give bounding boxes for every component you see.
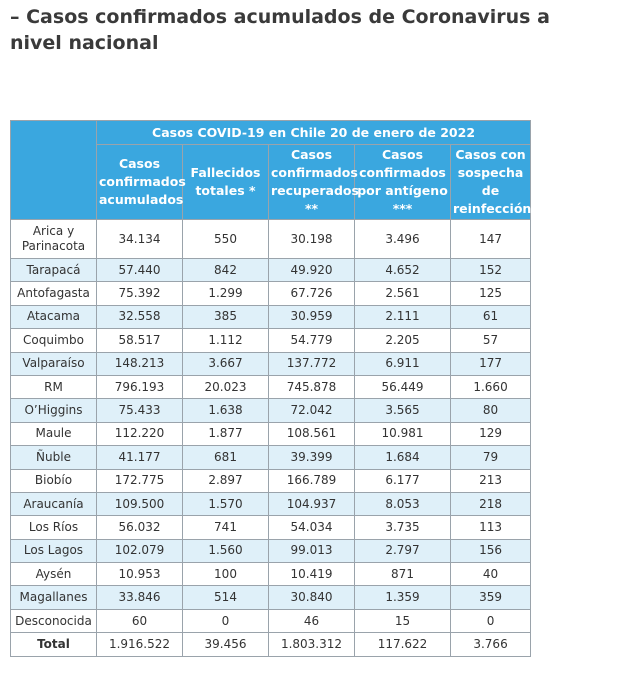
table-cell: 33.846: [97, 586, 183, 609]
table-cell: 3.496: [355, 220, 451, 259]
table-row: [11, 516, 531, 539]
table-cell: 1.112: [183, 329, 269, 352]
table-cell: 67.726: [269, 282, 355, 305]
table-cell: 550: [183, 220, 269, 259]
table-cell: 104.937: [269, 492, 355, 515]
table-cell: 46: [269, 609, 355, 632]
table-cell: 20.023: [183, 375, 269, 398]
table-row: [11, 539, 531, 562]
table-cell: 213: [451, 469, 531, 492]
table-row: [11, 609, 531, 632]
table-cell: 4.652: [355, 259, 451, 282]
table-row: [11, 259, 531, 282]
region-cell: Antofagasta: [11, 282, 97, 305]
table-cell: 842: [183, 259, 269, 282]
page-title: – Casos confirmados acumulados de Coronavirus a nivel nacional: [10, 6, 550, 54]
table-cell: 100: [183, 563, 269, 586]
table-cell: 40: [451, 563, 531, 586]
total-cell: 1.803.312: [269, 633, 355, 656]
table-cell: 56.449: [355, 375, 451, 398]
table-cell: 15: [355, 609, 451, 632]
table-cell: 99.013: [269, 539, 355, 562]
table-cell: 172.775: [97, 469, 183, 492]
table-cell: 6.177: [355, 469, 451, 492]
total-cell: 1.916.522: [97, 633, 183, 656]
table-cell: 75.433: [97, 399, 183, 422]
table-cell: 147: [451, 220, 531, 259]
table-cell: 80: [451, 399, 531, 422]
table-cell: 30.959: [269, 305, 355, 328]
column-header: Casos confirmados recuperados **: [269, 145, 355, 220]
table-cell: 3.667: [183, 352, 269, 375]
region-cell: Maule: [11, 422, 97, 445]
table-cell: 1.684: [355, 446, 451, 469]
table-cell: 166.789: [269, 469, 355, 492]
table-cell: 30.840: [269, 586, 355, 609]
region-cell: Desconocida: [11, 609, 97, 632]
table-cell: 681: [183, 446, 269, 469]
table-cell: 0: [183, 609, 269, 632]
table-cell: 109.500: [97, 492, 183, 515]
table-cell: 0: [451, 609, 531, 632]
table-row: [11, 399, 531, 422]
table-row: [11, 352, 531, 375]
region-cell: Arica y Parinacota: [11, 220, 97, 259]
table-cell: 2.797: [355, 539, 451, 562]
table-cell: 8.053: [355, 492, 451, 515]
table-cell: 10.981: [355, 422, 451, 445]
table-cell: 148.213: [97, 352, 183, 375]
table-cell: 60: [97, 609, 183, 632]
table-cell: 49.920: [269, 259, 355, 282]
total-cell: 117.622: [355, 633, 451, 656]
table-cell: 1.359: [355, 586, 451, 609]
region-cell: Coquimbo: [11, 329, 97, 352]
region-cell: RM: [11, 375, 97, 398]
table-row: [11, 422, 531, 445]
table-cell: 796.193: [97, 375, 183, 398]
table-cell: 2.897: [183, 469, 269, 492]
table-cell: 56.032: [97, 516, 183, 539]
region-cell: Los Ríos: [11, 516, 97, 539]
table-cell: 32.558: [97, 305, 183, 328]
table-cell: 10.419: [269, 563, 355, 586]
table-cell: 359: [451, 586, 531, 609]
table-cell: 1.570: [183, 492, 269, 515]
total-cell: 3.766: [451, 633, 531, 656]
table-cell: 3.565: [355, 399, 451, 422]
table-row: [11, 563, 531, 586]
table-cell: 218: [451, 492, 531, 515]
region-cell: Araucanía: [11, 492, 97, 515]
table-cell: 102.079: [97, 539, 183, 562]
table-cell: 57: [451, 329, 531, 352]
table-cell: 30.198: [269, 220, 355, 259]
table-cell: 39.399: [269, 446, 355, 469]
region-cell: Los Lagos: [11, 539, 97, 562]
table-cell: 129: [451, 422, 531, 445]
table-caption: Casos COVID-19 en Chile 20 de enero de 2022: [97, 121, 531, 145]
table-row: [11, 282, 531, 305]
total-row: [11, 633, 531, 656]
region-cell: Ñuble: [11, 446, 97, 469]
column-header: Casos con sospecha de reinfección: [451, 145, 531, 220]
table-row: [11, 220, 531, 259]
table-row: [11, 375, 531, 398]
table-cell: 177: [451, 352, 531, 375]
table-cell: 125: [451, 282, 531, 305]
region-cell: Biobío: [11, 469, 97, 492]
region-cell: Valparaíso: [11, 352, 97, 375]
column-header: Casos confirmados acumulados: [97, 145, 183, 220]
table-cell: 741: [183, 516, 269, 539]
table-cell: 41.177: [97, 446, 183, 469]
column-header: Casos confirmados por antígeno ***: [355, 145, 451, 220]
table-row: [11, 305, 531, 328]
table-cell: 1.560: [183, 539, 269, 562]
table-cell: 2.205: [355, 329, 451, 352]
table-corner-cell: [11, 121, 97, 220]
table-cell: 1.638: [183, 399, 269, 422]
region-cell: O’Higgins: [11, 399, 97, 422]
table-cell: 72.042: [269, 399, 355, 422]
table-cell: 137.772: [269, 352, 355, 375]
table-cell: 745.878: [269, 375, 355, 398]
column-header: Fallecidos totales *: [183, 145, 269, 220]
table-cell: 34.134: [97, 220, 183, 259]
table-cell: 112.220: [97, 422, 183, 445]
table-cell: 61: [451, 305, 531, 328]
table-cell: 6.911: [355, 352, 451, 375]
table-cell: 156: [451, 539, 531, 562]
region-cell: Atacama: [11, 305, 97, 328]
region-cell: Magallanes: [11, 586, 97, 609]
table-row: [11, 586, 531, 609]
table-cell: 152: [451, 259, 531, 282]
table-cell: 514: [183, 586, 269, 609]
table-cell: 1.877: [183, 422, 269, 445]
table-cell: 2.561: [355, 282, 451, 305]
table-row: [11, 446, 531, 469]
table-cell: 113: [451, 516, 531, 539]
region-cell: Tarapacá: [11, 259, 97, 282]
table-row: [11, 329, 531, 352]
total-cell: 39.456: [183, 633, 269, 656]
table-cell: 10.953: [97, 563, 183, 586]
table-cell: 54.779: [269, 329, 355, 352]
table-cell: 871: [355, 563, 451, 586]
table-cell: 57.440: [97, 259, 183, 282]
table-cell: 2.111: [355, 305, 451, 328]
table-cell: 108.561: [269, 422, 355, 445]
region-cell: Aysén: [11, 563, 97, 586]
total-label: Total: [11, 633, 97, 656]
table-row: [11, 469, 531, 492]
table-cell: 1.299: [183, 282, 269, 305]
table-cell: 58.517: [97, 329, 183, 352]
table-cell: 1.660: [451, 375, 531, 398]
table-cell: 79: [451, 446, 531, 469]
table-cell: 54.034: [269, 516, 355, 539]
table-cell: 75.392: [97, 282, 183, 305]
table-cell: 3.735: [355, 516, 451, 539]
covid-table: [10, 120, 531, 657]
table-body: [11, 220, 531, 633]
table-cell: 385: [183, 305, 269, 328]
table-row: [11, 492, 531, 515]
